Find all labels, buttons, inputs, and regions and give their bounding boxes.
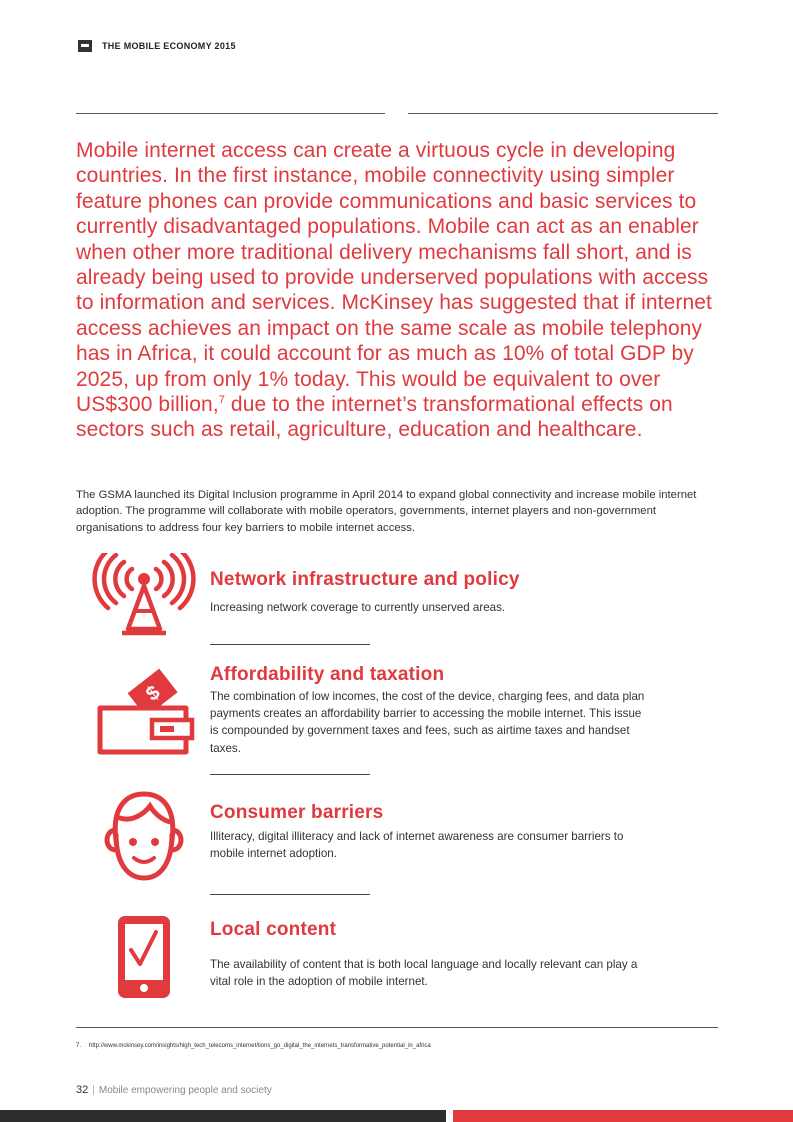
svg-text:$: $	[142, 681, 165, 706]
wallet-icon	[76, 664, 206, 764]
footnote-reference[interactable]: 7	[218, 394, 225, 407]
footer-bar-red	[453, 1110, 793, 1122]
barrier-text: Increasing network coverage to currently unserved areas.	[210, 601, 506, 614]
intro-paragraph: The GSMA launched its Digital Inclusion programme in April 2014 to expand global connectivity and increase mobile internet adoption. The programme will collaborate with mobile operators, governments, internet players and non-government organisations to address four key barriers to mobile internet access.	[76, 489, 697, 534]
lead-paragraph	[76, 138, 716, 443]
divider-short	[210, 894, 370, 895]
barrier-item-affordability	[76, 664, 718, 774]
footnote-link[interactable]: http://www.mckinsey.com/insights/high_tech_telecoms_internet/lions_go_digital_the_internets_transformative_potential_in_africa	[89, 1043, 431, 1049]
barrier-item-local-content	[76, 912, 718, 1022]
page-header	[78, 39, 236, 53]
page-number: 32	[76, 1084, 89, 1096]
footnote-number: 7.	[76, 1043, 82, 1049]
lead-text: Mobile internet access can create a virtuous cycle in developing countries. In the first instance, mobile connectivity using simpler feature phones can provide communications and basic services to currently disadvantaged populations. Mobile can act as an enabler when other more traditional delivery mechanisms fall short, and is already being used to provide underserved populations with access to information and services. McKinsey has suggested that if internet access achieves an impact on the same scale as mobile telephony has in Africa, it could account for as much as 10% of total GDP by 2025, up from only 1% today. This would be equivalent to over US$300 billion,	[76, 139, 712, 417]
barrier-title: Affordability and taxation	[210, 664, 445, 685]
person-face-icon	[76, 790, 206, 890]
gsma-logo-icon	[78, 40, 92, 52]
header-title: THE MOBILE ECONOMY 2015	[102, 41, 236, 51]
antenna-tower-icon	[76, 553, 206, 653]
barrier-text: The availability of content that is both local language and locally relevant can play a vital role in the adoption of mobile internet.	[210, 958, 638, 989]
barrier-title: Network infrastructure and policy	[210, 569, 520, 590]
divider-short	[210, 774, 370, 775]
footnote-divider	[76, 1027, 718, 1028]
barrier-item-network	[76, 553, 718, 663]
divider-top-left	[76, 113, 385, 114]
footer-separator: |	[92, 1085, 95, 1096]
footer-section-title: Mobile empowering people and society	[98, 1085, 272, 1096]
barrier-text: The combination of low incomes, the cost of the device, charging fees, and data plan payments creates an affordability barrier to accessing the mobile internet. This issue is compounded by government taxes and fees, such as airtime taxes and handset taxes.	[210, 690, 645, 755]
barrier-item-consumer	[76, 790, 718, 900]
barrier-title: Consumer barriers	[210, 802, 384, 823]
barrier-text: Illiteracy, digital illiteracy and lack of internet awareness are consumer barriers to mobile internet adoption.	[210, 830, 624, 861]
phone-checkmark-icon	[76, 912, 206, 1012]
lead-text-continued: due to the internet’s transformational effects on sectors such as retail, agriculture, education and healthcare.	[76, 393, 673, 442]
divider-short	[210, 644, 370, 645]
footer-bar-dark	[0, 1110, 446, 1122]
barrier-title: Local content	[210, 919, 337, 940]
divider-top-right	[408, 113, 718, 114]
footnote	[76, 1043, 439, 1049]
page-footer	[76, 1084, 272, 1096]
